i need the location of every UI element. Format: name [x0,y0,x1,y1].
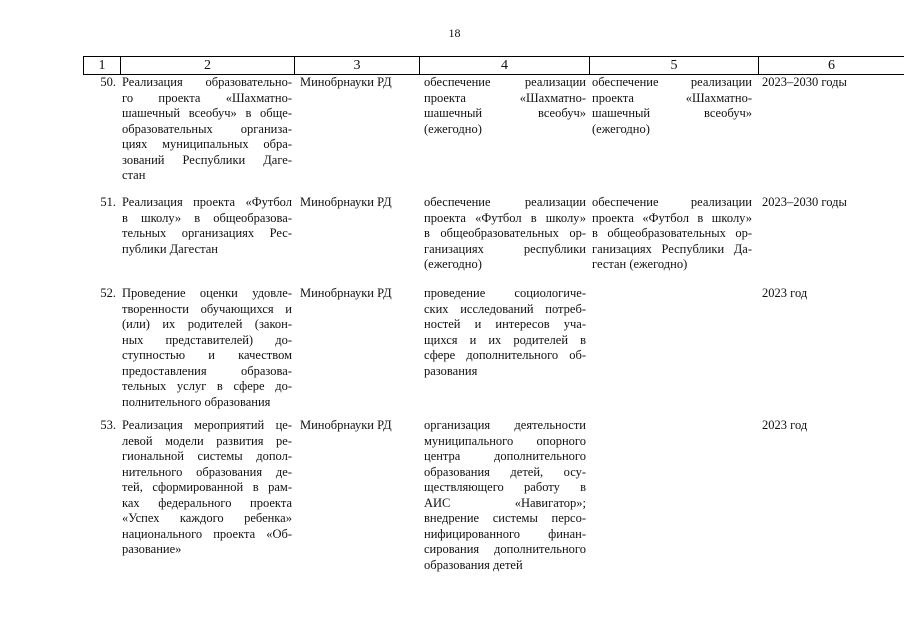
text-line: национального проекта «Об- [122,526,292,541]
text-line: ганизациях Республики Да- [592,241,752,256]
text-line: центра дополнительного [424,449,586,463]
text-line: обеспечение реализации [424,75,586,89]
text-line: внедрение системы персо- [424,511,586,525]
header-col-4: 4 [420,57,590,74]
text-line: разование» [122,542,182,556]
text-line: шашечный всеобуч» в обще- [122,106,292,120]
row-executor: Минобрнауки РД [300,286,392,300]
row-number: 53. [100,418,116,432]
text-line: АИС «Навигатор»; [424,495,586,510]
text-line: обеспечение реализации [424,195,586,209]
text-line: муниципального опорного [424,433,586,448]
text-line: Реализация образовательно- [122,75,292,89]
row-term: 2023–2030 годы [762,75,847,89]
row-activity-name [122,418,292,558]
text-line: тельных услуг в сфере до- [122,379,292,393]
text-line: сирования дополнительного [424,542,586,556]
text-line: тельных организациях Рес- [122,226,292,240]
page-number: 18 [448,26,461,40]
text-line: тей, сформированной в рам- [122,480,292,494]
row-number: 51. [100,195,116,209]
text-line: ных представителей) до- [122,332,292,347]
text-line: обеспечение реализации [592,75,752,89]
header-col-2: 2 [121,57,295,74]
text-line: (ежегодно) [592,121,650,136]
text-line: зований Республики Даге- [122,152,292,167]
row-term: 2023–2030 годы [762,195,847,209]
header-col-6: 6 [828,58,835,73]
text-line: стан [122,168,146,182]
text-line: ках федерального проекта [122,495,292,510]
header-col-3: 3 [295,57,420,74]
row-activity-name [122,195,292,257]
row-result-col5 [592,75,752,137]
row-number: 50. [100,75,116,89]
text-line: Реализация мероприятий це- [122,418,292,432]
text-line: разования [424,363,478,378]
text-line: ступностью и качеством [122,348,292,362]
text-line: организация деятельности [424,418,586,432]
header-col-1: 1 [83,57,121,74]
row-result-col4 [424,286,586,379]
text-line: гиональной системы допол- [122,449,292,463]
text-line: нифицированного финан- [424,526,586,541]
text-line: ских исследований потреб- [424,301,586,316]
text-line: в школу» в общеобразова- [122,210,292,225]
text-line: нительного образования де- [122,464,292,479]
text-line: проведение социологиче- [424,286,586,300]
row-number: 52. [100,286,116,300]
row-executor: Минобрнауки РД [300,195,392,209]
text-line: полнительного образования [122,394,271,409]
text-line: (ежегодно) [424,257,482,271]
text-line: проекта «Шахматно- [592,90,752,105]
row-result-col4 [424,195,586,273]
row-result-col5 [592,195,752,273]
text-line: обеспечение реализации [592,195,752,209]
row-activity-name [122,286,292,410]
text-line: шашечный всеобуч» [592,106,752,120]
text-line: гестан (ежегодно) [592,257,688,271]
table-header [83,56,904,75]
text-line: левой модели развития ре- [122,433,292,448]
row-activity-name [122,75,292,184]
text-line: проекта «Шахматно- [424,90,586,105]
text-line: ществляющего работу в [424,480,586,494]
text-line: циях муниципальных обра- [122,137,292,151]
text-line: проекта «Футбол в школу» [592,210,752,225]
text-line: щихся и их родителей в [424,332,586,347]
text-line: (ежегодно) [424,121,482,136]
text-line: в общеобразовательных ор- [592,226,752,240]
row-term: 2023 год [762,418,808,432]
text-line: шашечный всеобуч» [424,106,586,120]
text-line: ганизациях республики [424,241,586,256]
text-line: «Успех каждого ребенка» [122,511,292,525]
text-line: Проведение оценки удовле- [122,286,292,300]
row-result-col4 [424,75,586,137]
text-line: сфере дополнительного об- [424,348,586,362]
row-term: 2023 год [762,286,808,300]
text-line: публики Дагестан [122,241,218,256]
text-line: предоставления образова- [122,363,292,378]
text-line: проекта «Футбол в школу» [424,210,586,225]
row-executor: Минобрнауки РД [300,75,392,89]
text-line: творенности обучающихся и [122,301,292,316]
text-line: (или) их родителей (закон- [122,317,292,331]
text-line: в общеобразовательных ор- [424,226,586,240]
text-line: образования детей [424,557,523,572]
text-line: образования детей, осу- [424,464,586,479]
text-line: ностей и интересов уча- [424,317,586,331]
text-line: образовательных организа- [122,121,292,136]
row-executor: Минобрнауки РД [300,418,392,432]
text-line: го проекта «Шахматно- [122,90,292,105]
header-col-5: 5 [590,57,759,74]
row-result-col4 [424,418,586,573]
text-line: Реализация проекта «Футбол [122,195,292,209]
